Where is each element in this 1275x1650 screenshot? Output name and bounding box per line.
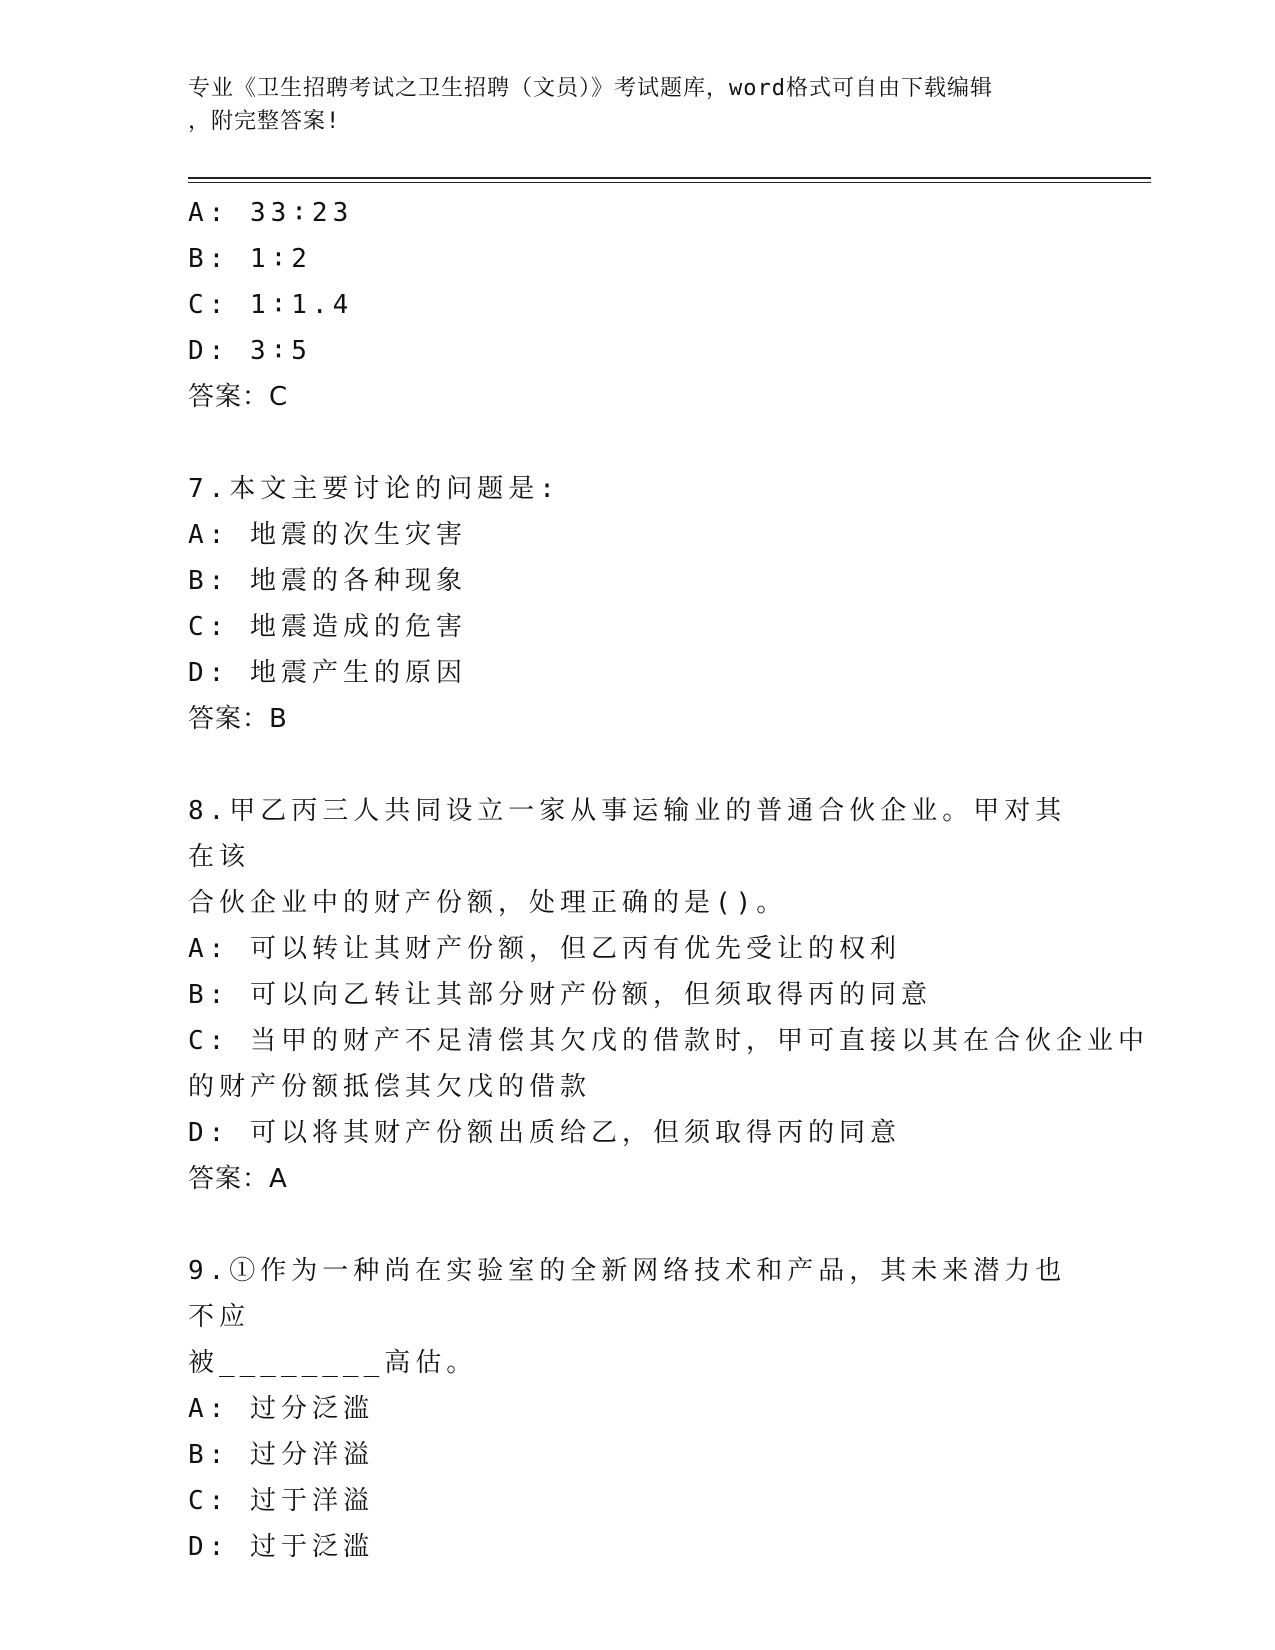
header-divider-thin xyxy=(188,182,1151,183)
spacer xyxy=(188,1202,1088,1248)
question-stem-line-1: 8.甲乙丙三人共同设立一家从事运输业的普通合伙企业。甲对其在该 xyxy=(188,796,1067,872)
answer-label: 答案：C xyxy=(188,382,289,412)
question-stem-line-2: 合伙企业中的财产份额，处理正确的是()。 xyxy=(188,888,788,918)
option-c: C: 过于洋溢 xyxy=(188,1486,374,1516)
option-d: D: 过于泛滥 xyxy=(188,1532,374,1562)
spacer xyxy=(188,742,1088,788)
option-b: B: 1∶2 xyxy=(188,244,312,274)
question-list xyxy=(188,190,1149,1570)
option-c: C: 地震造成的危害 xyxy=(188,612,467,642)
question-stem: 7.本文主要讨论的问题是: xyxy=(188,474,560,504)
option-c-continued: 的财产份额抵偿其欠戊的借款 xyxy=(188,1072,592,1102)
question-8 xyxy=(188,788,1149,1202)
answer-label: 答案：B xyxy=(188,704,288,734)
question-9 xyxy=(188,1248,1088,1570)
question-6 xyxy=(188,190,1088,420)
option-b: B: 可以向乙转让其部分财产份额，但须取得丙的同意 xyxy=(188,980,932,1010)
document-header xyxy=(188,72,1068,138)
option-a: A: 地震的次生灾害 xyxy=(188,520,467,550)
option-a: A: 过分泛滥 xyxy=(188,1394,374,1424)
spacer xyxy=(188,420,1088,466)
option-d: D: 地震产生的原因 xyxy=(188,658,467,688)
answer-label: 答案：A xyxy=(188,1164,288,1194)
option-c: C: 当甲的财产不足清偿其欠戊的借款时，甲可直接以其在合伙企业中 xyxy=(188,1026,1149,1056)
header-divider-thick xyxy=(188,177,1151,179)
option-b: B: 地震的各种现象 xyxy=(188,566,467,596)
header-line-1: 专业《卫生招聘考试之卫生招聘（文员）》考试题库，word格式可自由下载编辑 xyxy=(188,76,993,101)
option-c: C: 1∶1.4 xyxy=(188,290,354,320)
option-a: A: 33∶23 xyxy=(188,198,354,228)
question-stem-line-2: 被________高估。 xyxy=(188,1348,478,1378)
option-d: D: 3∶5 xyxy=(188,336,312,366)
question-stem-line-1: 9.①作为一种尚在实验室的全新网络技术和产品，其未来潜力也不应 xyxy=(188,1256,1067,1332)
option-d: D: 可以将其财产份额出质给乙，但须取得丙的同意 xyxy=(188,1118,901,1148)
option-a: A: 可以转让其财产份额，但乙丙有优先受让的权利 xyxy=(188,934,901,964)
header-line-2: ，附完整答案! xyxy=(188,109,341,134)
question-7 xyxy=(188,466,1088,742)
option-b: B: 过分洋溢 xyxy=(188,1440,374,1470)
